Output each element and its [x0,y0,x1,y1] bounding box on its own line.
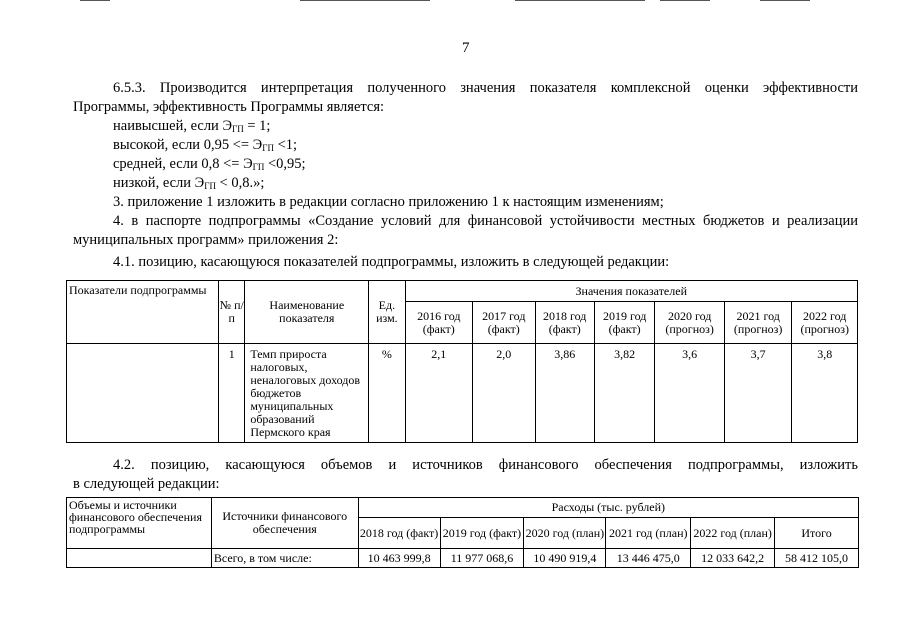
header-num: № п/п [219,281,245,344]
row-num: 1 [219,344,245,443]
header-year: 2019 год (факт) [440,518,524,549]
header-year: 2022 год (план) [691,518,775,549]
header-unit: Ед. изм. [369,281,405,344]
header-year: 2016 год (факт) [405,302,473,344]
subscript-gp: ГП [252,162,265,172]
header-total: Итого [775,518,859,549]
header-year: 2018 год (факт) [535,302,594,344]
row-value: 13 446 475,0 [606,549,691,568]
paragraph-6-5-3-line1: 6.5.3. Производится интерпретация полученного значения показателя комплексной оценки эффективности [113,80,858,96]
header-year: 2022 год (прогноз) [792,302,858,344]
header-year: 2020 год (план) [524,518,606,549]
header-volumes: Объемы и источники финансового обеспечения подпрограммы [67,498,212,549]
row-unit: % [369,344,405,443]
top-divider-3 [515,0,645,1]
financing-table [66,497,859,568]
paragraph-6-5-3-line2: Программы, эффективность Программы является: [73,99,385,115]
row-value: 11 977 068,6 [440,549,524,568]
top-divider-2 [300,0,430,1]
paragraph-4-line2: муниципальных программ» приложения 2: [73,232,339,248]
header-year: 2019 год (факт) [594,302,654,344]
criterion-highest-text: наивысшей, если Э [113,118,233,134]
row-value: 10 463 999,8 [358,549,440,568]
header-values: Значения показателей [405,281,857,302]
paragraph-4-1: 4.1. позицию, касающуюся показателей подпрограммы, изложить в следующей редакции: [113,254,670,270]
paragraph-3: 3. приложение 1 изложить в редакции согласно приложению 1 к настоящим изменениям; [113,194,664,210]
row-value: 2,1 [405,344,473,443]
criterion-highest-cond: = 1; [243,118,271,134]
row-value: 58 412 105,0 [775,549,859,568]
subscript-gp: ГП [232,124,244,134]
criterion-low-text: низкой, если Э [113,175,205,191]
criterion-high-cond: <1; [273,137,298,153]
criterion-high-text: высокой, если 0,95 <= Э [113,137,263,153]
header-name: Наименование показателя [245,281,369,344]
row-value: 3,82 [594,344,654,443]
header-year: 2020 год (прогноз) [655,302,725,344]
row-label: Всего, в том числе: [211,549,358,568]
row-value: 12 033 642,2 [691,549,775,568]
header-year: 2021 год (прогноз) [724,302,792,344]
criterion-medium-text: средней, если 0,8 <= Э [113,156,253,172]
row-value: 3,8 [792,344,858,443]
page-number: 7 [462,40,470,56]
row-value: 3,6 [655,344,725,443]
top-divider-5 [760,0,810,1]
indicators-table [66,280,858,443]
row-name: Темп прироста налоговых, неналоговых доходов бюджетов муниципальных образований Пермского края [245,344,369,443]
subscript-gp: ГП [262,143,274,153]
header-sources: Источники финансового обеспечения [211,498,358,549]
table-row [67,549,859,568]
row-value: 10 490 919,4 [524,549,606,568]
top-divider-4 [660,0,710,1]
row-value: 3,7 [724,344,792,443]
criterion-low-cond: < 0,8.»; [215,175,265,191]
table-cell [67,549,212,568]
row-value: 2,0 [473,344,535,443]
header-indicators: Показатели подпрограммы [67,281,219,344]
header-expenses: Расходы (тыс. рублей) [358,498,858,518]
header-year: 2018 год (факт) [358,518,440,549]
paragraph-4-line1: 4. в паспорте подпрограммы «Создание условий для финансовой устойчивости местных бюджетов и реализации [113,213,858,229]
subscript-gp: ГП [204,181,216,191]
table-cell [67,344,219,443]
row-value: 3,86 [535,344,594,443]
paragraph-4-2-line1: 4.2. позицию, касающуюся объемов и источников финансового обеспечения подпрограммы, изложить [113,457,858,473]
table-row [67,344,858,443]
criterion-medium-cond: <0,95; [264,156,306,172]
header-year: 2021 год (план) [606,518,691,549]
header-year: 2017 год (факт) [473,302,535,344]
top-divider-1 [80,0,110,1]
paragraph-4-2-line2: в следующей редакции: [73,476,220,492]
